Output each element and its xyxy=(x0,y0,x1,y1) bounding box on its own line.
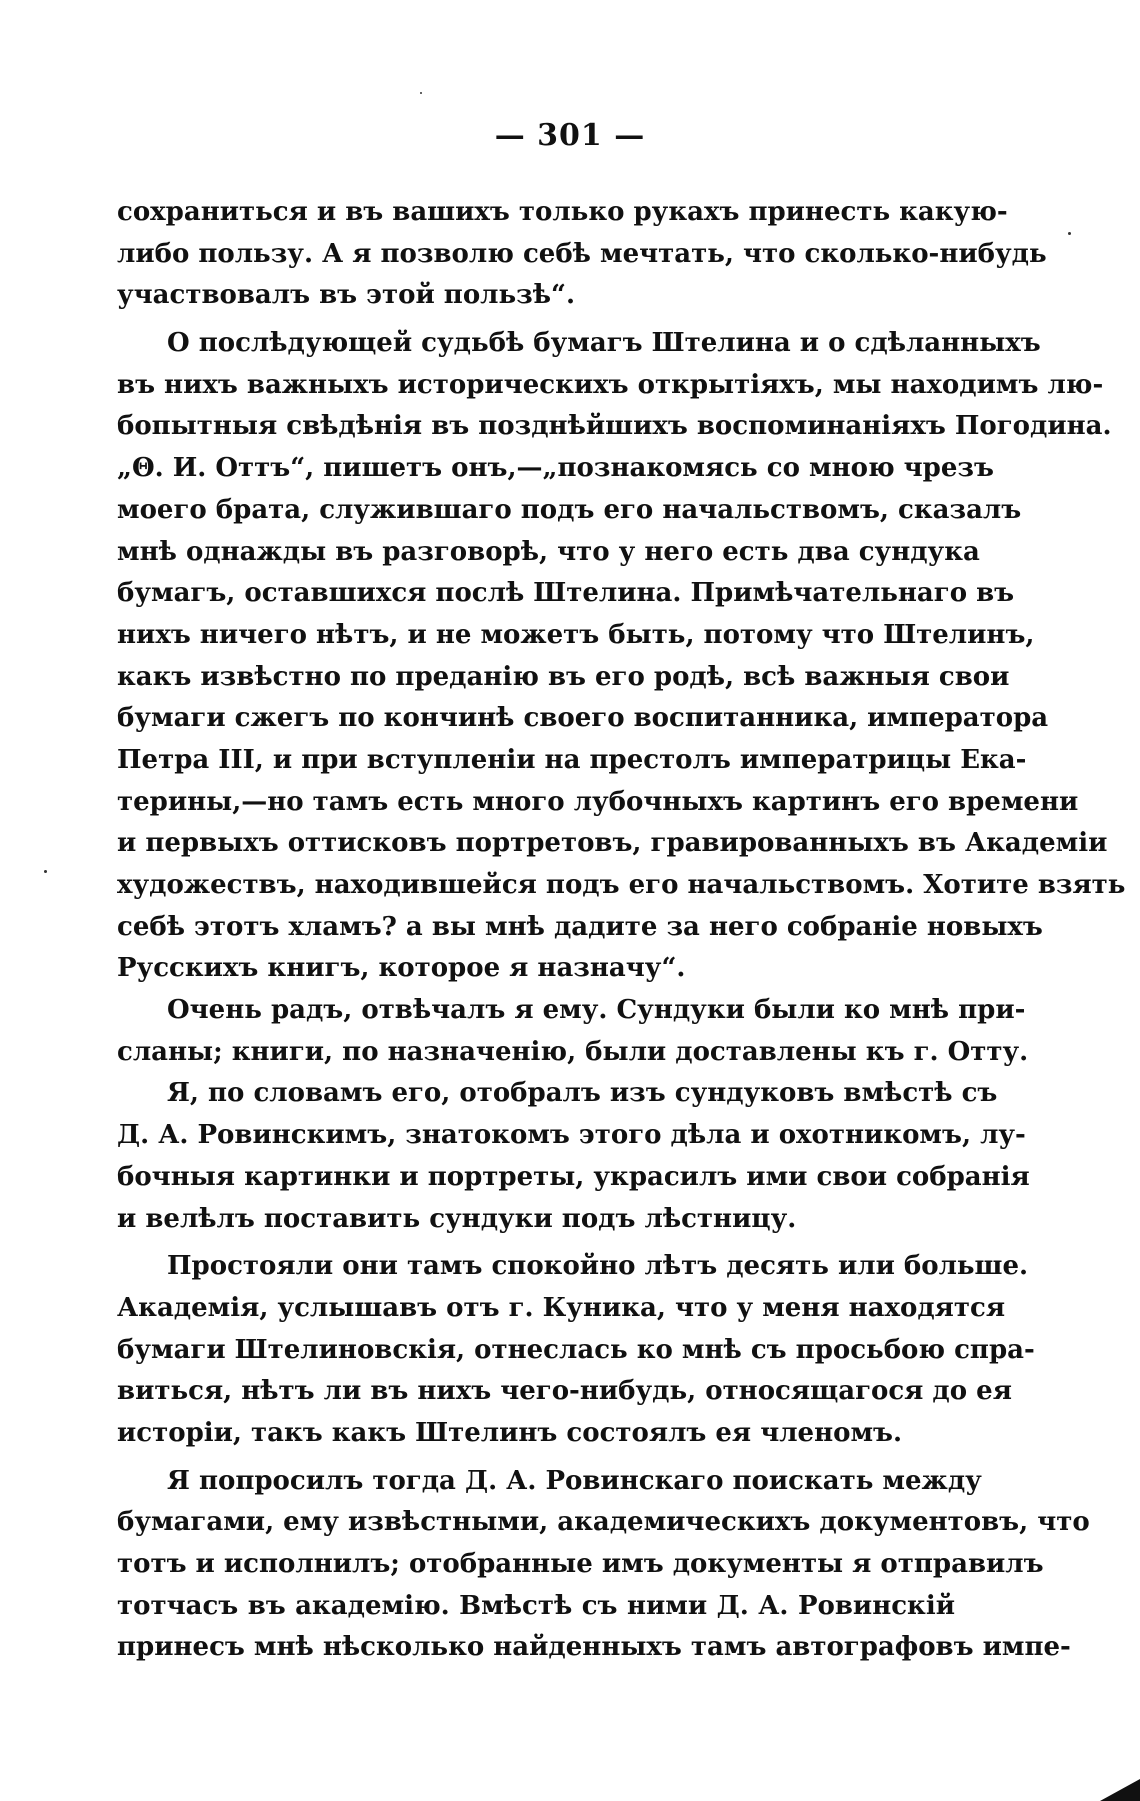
text-line: Д. А. Ровинскимъ, знатокомъ этого дѣла и охотникомъ, лу- xyxy=(117,1120,1026,1151)
text-line: сохраниться и въ вашихъ только рукахъ принесть какую- xyxy=(117,197,1008,227)
page-corner-mark xyxy=(1100,1779,1140,1801)
text-line: Русскихъ книгъ, которое я назначу“. xyxy=(117,953,686,984)
text-line: бумагъ, оставшихся послѣ Штелина. Примѣчательнаго въ xyxy=(117,578,1015,609)
text-line: тотъ и исполнилъ; отобранные имъ документы я отправилъ xyxy=(117,1549,1044,1579)
text-line: бумаги Штелиновскія, отнеслась ко мнѣ съ просьбою спра- xyxy=(117,1334,1035,1365)
text-line: тотчасъ въ академію. Вмѣстѣ съ ними Д. А. Ровинскій xyxy=(117,1590,955,1621)
scan-speck xyxy=(1068,232,1071,235)
text-line: участвовалъ въ этой пользѣ“. xyxy=(117,280,576,311)
text-line: О послѣдующей судьбѣ бумагъ Штелина и о сдѣланныхъ xyxy=(167,328,1041,359)
text-line: Простояли они тамъ спокойно лѣтъ десять или больше. xyxy=(167,1251,1029,1282)
text-line: виться, нѣтъ ли въ нихъ чего-нибудь, относящагося до ея xyxy=(117,1376,1012,1407)
text-line: терины,—но тамъ есть много лубочныхъ картинъ его времени xyxy=(117,786,1079,817)
text-line: Очень радъ, отвѣчалъ я ему. Сундуки были ко мнѣ при- xyxy=(167,995,1026,1026)
page-number: — 301 — xyxy=(494,118,646,153)
text-line: Я, по словамъ его, отобралъ изъ сундуковъ вмѣстѣ съ xyxy=(167,1078,998,1109)
text-line: бопытныя свѣдѣнія въ позднѣйшихъ воспоминаніяхъ Погодина. xyxy=(117,411,1112,442)
text-line: художествъ, находившейся подъ его начальствомъ. Хотите взять xyxy=(117,870,1126,900)
scan-speck xyxy=(420,92,422,94)
text-line: мнѣ однажды въ разговорѣ, что у него есть два сундука xyxy=(117,536,980,567)
text-line: Петра III, и при вступленіи на престолъ императрицы Ека- xyxy=(117,744,1027,775)
text-line: бумагами, ему извѣстными, академическихъ документовъ, что xyxy=(117,1507,1090,1538)
text-line: бочныя картинки и портреты, украсилъ ими свои собранія xyxy=(117,1161,1030,1192)
text-line: нихъ ничего нѣтъ, и не можетъ быть, потому что Штелинъ, xyxy=(117,619,1035,650)
text-line: бумаги сжегъ по кончинѣ своего воспитанника, императора xyxy=(117,703,1049,734)
text-line: Академія, услышавъ отъ г. Куника, что у меня находятся xyxy=(117,1292,1006,1323)
scan-speck xyxy=(44,870,47,873)
text-line: и первыхъ оттисковъ портретовъ, гравированныхъ въ Академіи xyxy=(117,828,1108,859)
text-line: либо пользу. А я позволю себѣ мечтать, что сколько-нибудь xyxy=(117,238,1047,269)
body-text xyxy=(117,192,1126,1669)
text-line: въ нихъ важныхъ историческихъ открытіяхъ, мы находимъ лю- xyxy=(117,369,1104,400)
text-line: какъ извѣстно по преданію въ его родѣ, всѣ важныя свои xyxy=(117,661,1010,692)
text-line: исторіи, такъ какъ Штелинъ состоялъ ея членомъ. xyxy=(117,1417,903,1448)
text-line: моего брата, служившаго подъ его начальствомъ, сказалъ xyxy=(117,494,1022,525)
text-line: „Θ. И. Оттъ“, пишетъ онъ,—„познакомясь со мною чрезъ xyxy=(117,453,994,484)
text-line: себѣ этотъ хламъ? а вы мнѣ дадите за него собраніе новыхъ xyxy=(117,911,1043,942)
text-line: и велѣлъ поставить сундуки подъ лѣстницу. xyxy=(117,1203,797,1234)
text-line: принесъ мнѣ нѣсколько найденныхъ тамъ автографовъ импе- xyxy=(117,1632,1071,1663)
text-line: сланы; книги, по назначенію, были доставлены къ г. Отту. xyxy=(117,1036,1029,1067)
text-line: Я попросилъ тогда Д. А. Ровинскаго поискать между xyxy=(167,1465,982,1496)
